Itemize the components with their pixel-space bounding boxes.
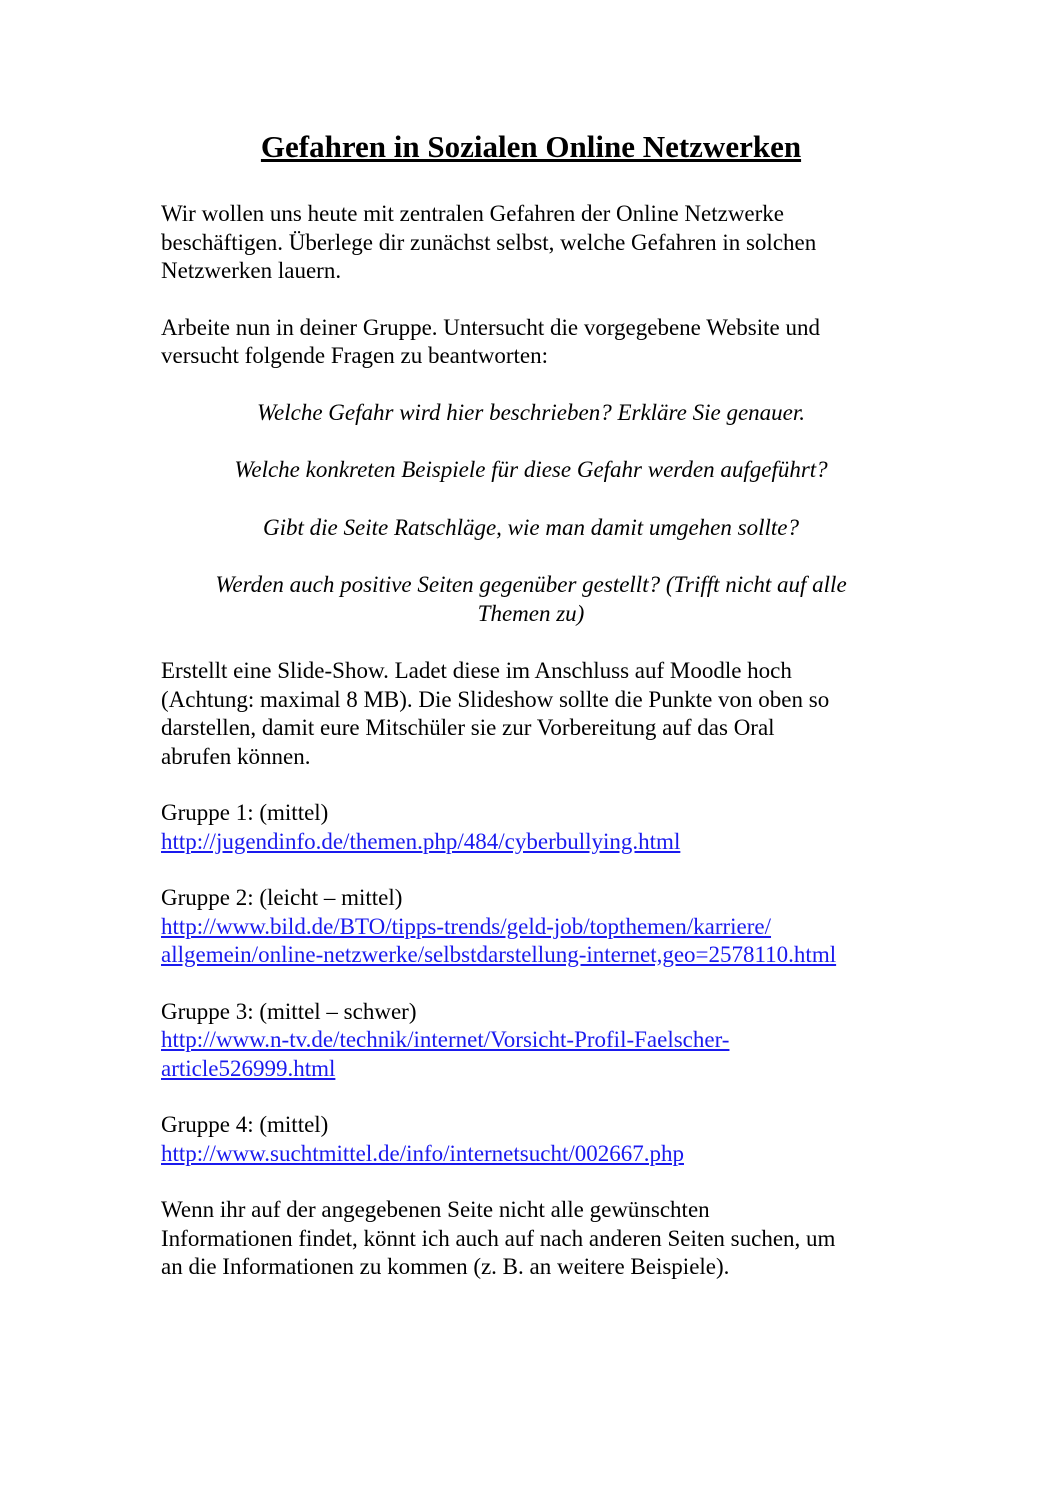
question-line: Themen zu) xyxy=(477,600,585,626)
group-4-link[interactable] xyxy=(161,1140,901,1169)
question-line: Gibt die Seite Ratschläge, wie man damit umgehen sollte? xyxy=(263,514,799,540)
group-label: Gruppe 2: (leicht – mittel) xyxy=(161,885,403,910)
task-line: versucht folgende Fragen zu beantworten: xyxy=(161,343,549,368)
question-2 xyxy=(161,456,901,485)
group-3 xyxy=(161,998,901,1084)
link-line[interactable]: http://jugendinfo.de/themen.php/484/cyberbullying.html xyxy=(161,828,681,854)
intro-paragraph xyxy=(161,200,901,286)
document-page xyxy=(161,128,901,1310)
link-line[interactable]: article526999.html xyxy=(161,1055,336,1081)
link-line[interactable]: http://www.n-tv.de/technik/internet/Vorsicht-Profil-Faelscher- xyxy=(161,1027,730,1052)
group-2-link[interactable] xyxy=(161,913,901,970)
intro-line: Netzwerken lauern. xyxy=(161,258,342,283)
group-4 xyxy=(161,1111,901,1168)
closing-line: Informationen findet, könnt ich auch auf nach anderen Seiten suchen, um xyxy=(161,1225,836,1251)
intro-line: Wir wollen uns heute mit zentralen Gefahren der Online Netzwerke xyxy=(161,201,785,226)
question-line: Werden auch positive Seiten gegenüber gestellt? (Trifft nicht auf alle xyxy=(215,572,847,597)
group-1-link[interactable] xyxy=(161,828,901,857)
link-line[interactable]: http://www.suchtmittel.de/info/internetsucht/002667.php xyxy=(161,1140,684,1166)
group-label: Gruppe 4: (mittel) xyxy=(161,1112,329,1137)
question-4 xyxy=(161,571,901,628)
link-line[interactable]: http://www.bild.de/BTO/tipps-trends/geld-job/topthemen/karriere/ xyxy=(161,913,772,939)
closing-line: Wenn ihr auf der angegebenen Seite nicht alle gewünschten xyxy=(161,1197,710,1222)
group-1 xyxy=(161,799,901,856)
document-title: Gefahren in Sozialen Online Netzwerken xyxy=(260,129,802,164)
closing-line: an die Informationen zu kommen (z. B. an weitere Beispiele). xyxy=(161,1254,730,1279)
link-line[interactable]: allgemein/online-netzwerke/selbstdarstellung-internet,geo=2578110.html xyxy=(161,942,837,967)
intro-line: beschäftigen. Überlege dir zunächst selbst, welche Gefahren in solchen xyxy=(161,229,817,255)
task-paragraph xyxy=(161,314,901,371)
group-2 xyxy=(161,884,901,970)
group-label: Gruppe 1: (mittel) xyxy=(161,800,329,825)
task-line: Arbeite nun in deiner Gruppe. Untersucht die vorgegebene Website und xyxy=(161,314,820,340)
slideshow-line: Erstellt eine Slide-Show. Ladet diese im Anschluss auf Moodle hoch xyxy=(161,658,792,683)
slideshow-line: (Achtung: maximal 8 MB). Die Slideshow sollte die Punkte von oben so xyxy=(161,686,830,712)
group-label: Gruppe 3: (mittel – schwer) xyxy=(161,998,417,1024)
slideshow-line: abrufen können. xyxy=(161,743,311,769)
question-line: Welche konkreten Beispiele für diese Gefahr werden aufgeführt? xyxy=(234,457,828,482)
slideshow-line: darstellen, damit eure Mitschüler sie zur Vorbereitung auf das Oral xyxy=(161,715,775,740)
question-1 xyxy=(161,399,901,428)
group-3-link[interactable] xyxy=(161,1026,901,1083)
slideshow-paragraph xyxy=(161,657,901,771)
question-3 xyxy=(161,514,901,543)
question-line: Welche Gefahr wird hier beschrieben? Erkläre Sie genauer. xyxy=(256,399,806,425)
closing-paragraph xyxy=(161,1196,901,1282)
